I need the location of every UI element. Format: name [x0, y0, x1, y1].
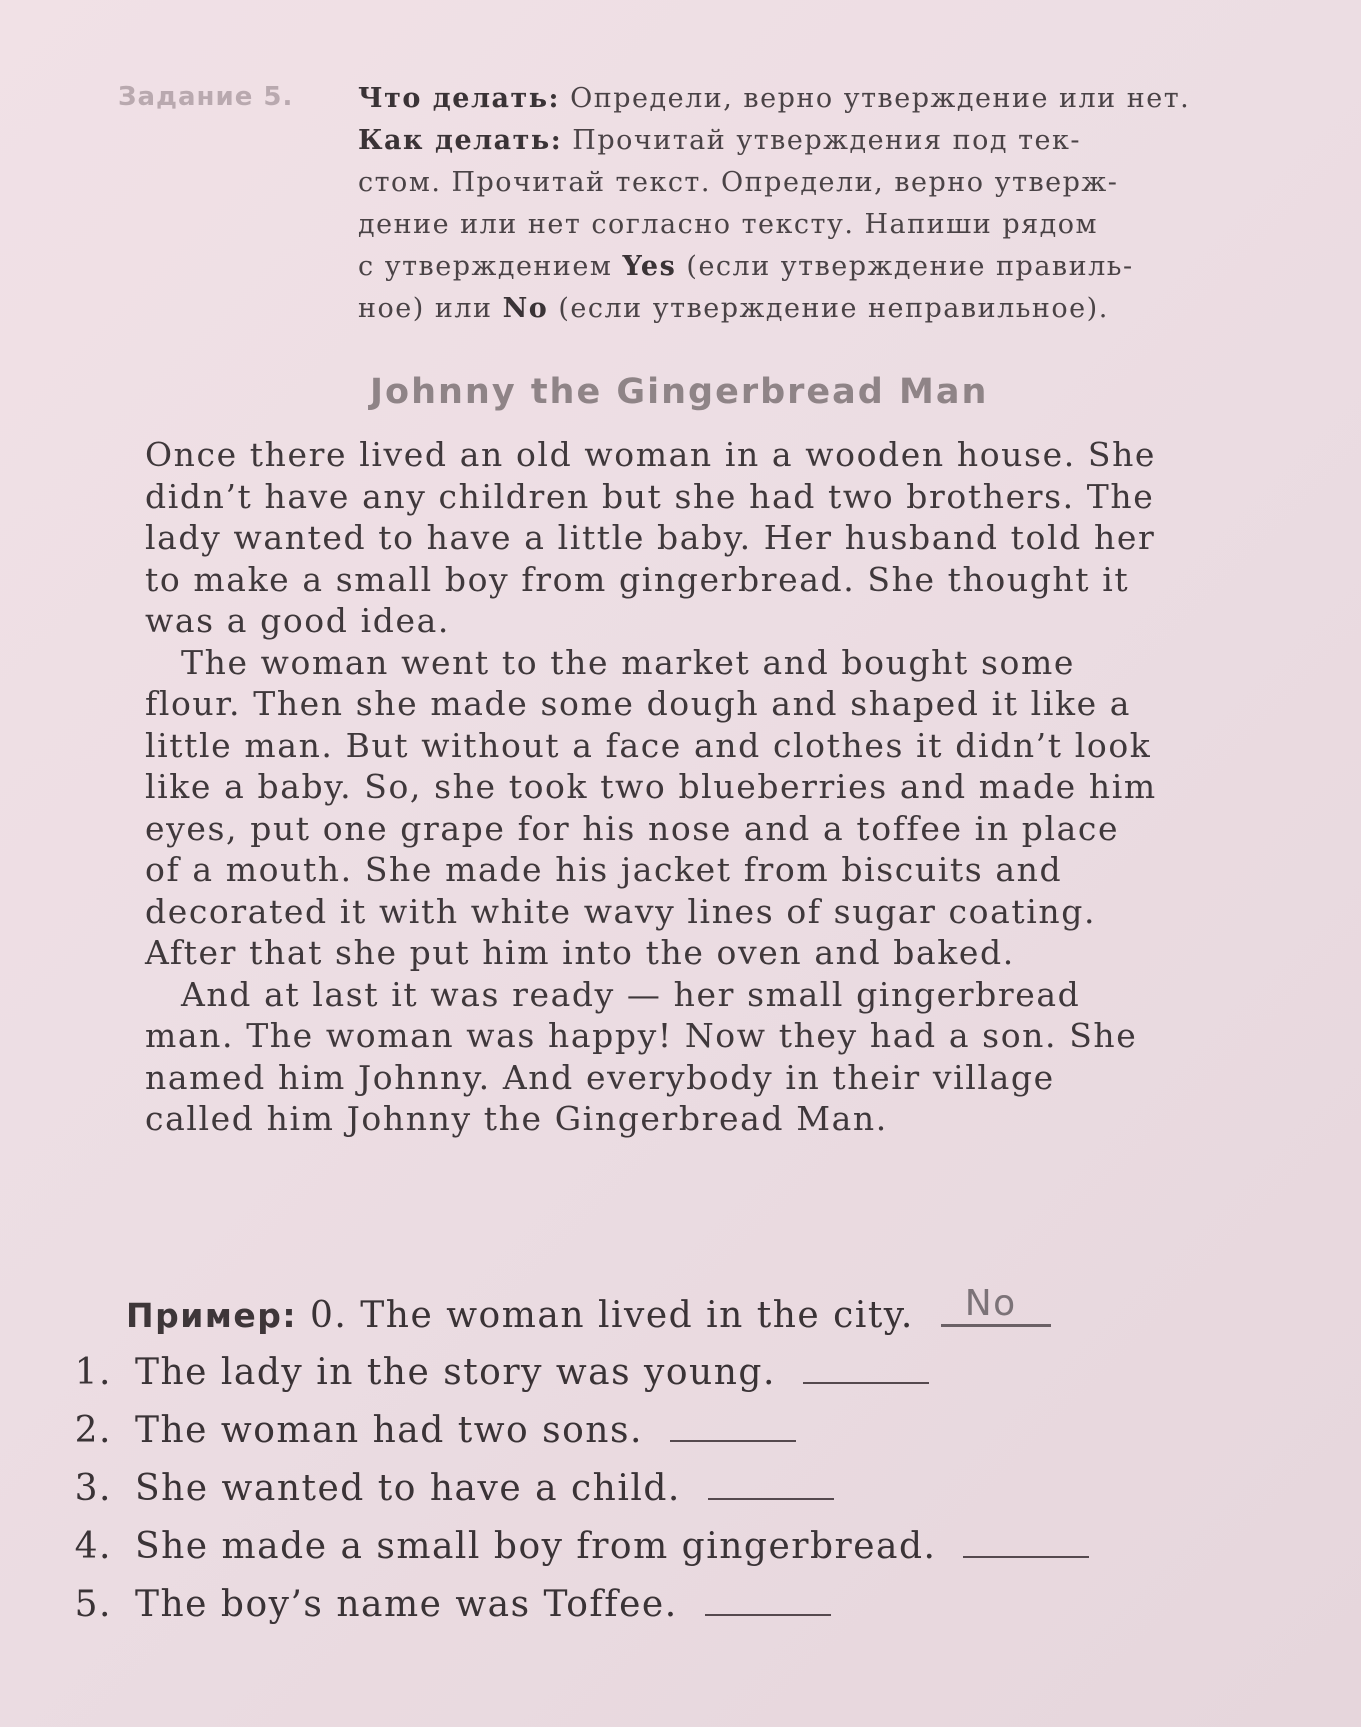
- story-title: Johnny the Gingerbread Man: [370, 372, 989, 412]
- question-text: The lady in the story was young.: [134, 1352, 776, 1393]
- question-item: [60, 1410, 796, 1451]
- answer-blank[interactable]: [963, 1528, 1089, 1558]
- how-text-4a: с утверждением: [358, 251, 613, 282]
- question-text: She made a small boy from gingerbread.: [134, 1526, 937, 1567]
- how-text-5a: ное) или: [358, 293, 493, 324]
- no-word: No: [502, 293, 549, 324]
- example-answer: No: [964, 1283, 1017, 1324]
- story-line: Once there lived an old woman in a wooden house. She: [145, 435, 1157, 474]
- how-to-do-line-4: [358, 246, 1278, 288]
- story-line: flour. Then she made some dough and shaped it like a: [145, 684, 1132, 723]
- how-to-do-line-1: [358, 120, 1278, 162]
- question-text: The boy’s name was Toffee.: [134, 1584, 678, 1625]
- story-line: decorated it with white wavy lines of sugar coating.: [145, 891, 1097, 931]
- how-text-4b: (если утверждение правиль-: [686, 251, 1134, 282]
- question-number: 3.: [74, 1468, 112, 1509]
- question-item: [60, 1468, 834, 1509]
- question-item: [60, 1526, 1089, 1567]
- yes-word: Yes: [622, 251, 677, 282]
- story-line: little man. But without a face and clothes it didn’t look: [145, 725, 1152, 765]
- question-item: [60, 1352, 929, 1393]
- answer-blank[interactable]: [705, 1586, 831, 1616]
- answer-blank[interactable]: [670, 1412, 796, 1442]
- story-text: [145, 434, 1280, 1140]
- question-number: 1.: [74, 1352, 112, 1393]
- question-item: [60, 1584, 831, 1625]
- story-line: like a baby. So, she took two blueberries and made him: [145, 767, 1157, 806]
- example-text: 0. The woman lived in the city.: [310, 1295, 914, 1336]
- story-line: And at last it was ready — her small gingerbread: [181, 974, 1081, 1014]
- story-line: lady wanted to have a little baby. Her husband told her: [145, 518, 1156, 557]
- what-label: Что делать:: [358, 83, 561, 114]
- story-line: was a good idea.: [145, 601, 450, 640]
- question-number: 4.: [74, 1526, 112, 1567]
- question-number: 2.: [74, 1410, 112, 1451]
- what-text: Определи, верно утверждение или нет.: [570, 83, 1191, 114]
- story-line: didn’t have any children but she had two brothers. The: [145, 476, 1155, 516]
- how-to-do-line-5: [358, 288, 1278, 330]
- question-text: The woman had two sons.: [134, 1410, 643, 1451]
- story-line: named him Johnny. And everybody in their village: [145, 1057, 1055, 1097]
- how-label: Как делать:: [358, 125, 563, 156]
- what-to-do-line: [358, 78, 1278, 120]
- question-text: She wanted to have a child.: [134, 1468, 681, 1509]
- how-text-5b: (если утверждение неправильное).: [558, 293, 1109, 324]
- task-instructions: [358, 78, 1278, 330]
- how-to-do-line-2: стом. Прочитай текст. Определи, верно утверж-: [358, 167, 1119, 198]
- how-text-1: Прочитай утверждения под тек-: [572, 125, 1082, 156]
- story-line: to make a small boy from gingerbread. She thought it: [145, 559, 1130, 599]
- example-answer-line: [941, 1283, 1051, 1327]
- story-line: eyes, put one grape for his nose and a toffee in place: [145, 808, 1120, 848]
- task-number-label: Задание 5.: [118, 82, 294, 112]
- story-line: man. The woman was happy! Now they had a son. She: [145, 1016, 1138, 1055]
- answer-blank[interactable]: [803, 1354, 929, 1384]
- how-to-do-line-3: дение или нет согласно тексту. Напиши рядом: [358, 209, 1099, 240]
- story-line: of a mouth. She made his jacket from biscuits and: [145, 850, 1063, 889]
- question-number: 5.: [74, 1584, 112, 1625]
- example-item: [126, 1283, 1051, 1336]
- story-line: After that she put him into the oven and baked.: [145, 933, 1015, 972]
- example-label: Пример:: [126, 1296, 298, 1335]
- story-line: The woman went to the market and bought some: [181, 642, 1075, 682]
- story-line: called him Johnny the Gingerbread Man.: [145, 1099, 888, 1138]
- answer-blank[interactable]: [708, 1470, 834, 1500]
